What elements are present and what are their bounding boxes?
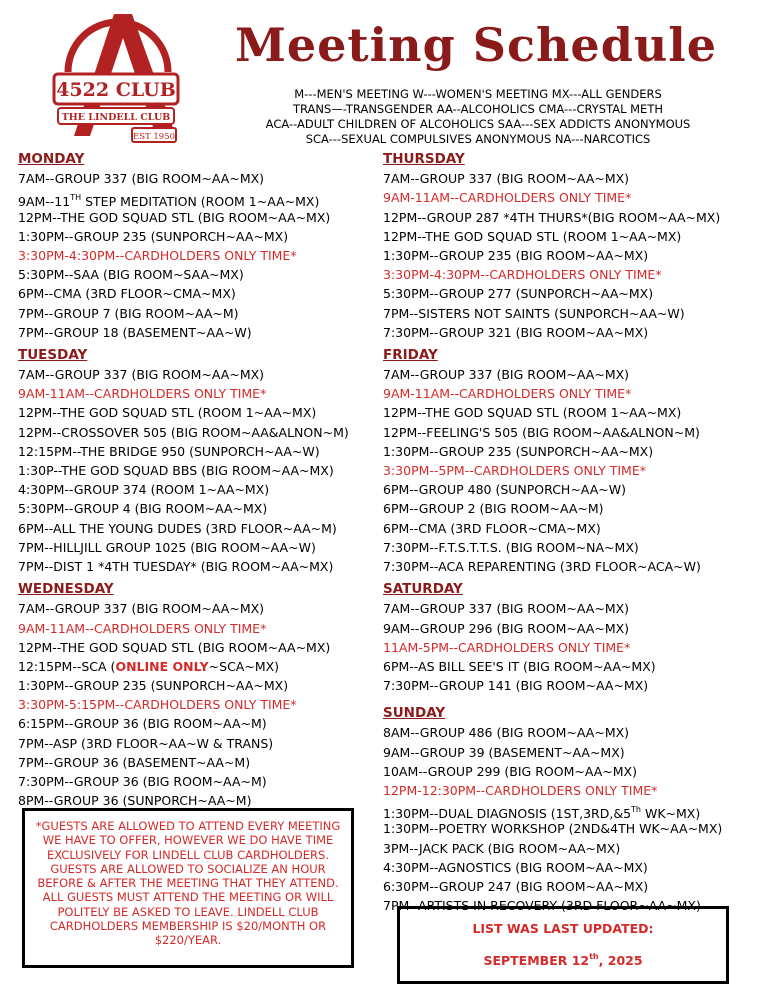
- meeting-item: 6PM--CMA (3RD FLOOR~CMA~MX): [18, 286, 236, 302]
- meeting-item: 4:30PM--AGNOSTICS (BIG ROOM~AA~MX): [383, 859, 648, 875]
- last-updated-box: [397, 906, 729, 984]
- day-heading-tuesday: TUESDAY: [18, 346, 88, 363]
- meeting-item: 7:30PM--GROUP 141 (BIG ROOM~AA~MX): [383, 678, 649, 694]
- meeting-item: 6:15PM--GROUP 36 (BIG ROOM~AA~M): [18, 716, 267, 732]
- meeting-item: 12PM--FEELING'S 505 (BIG ROOM~AA&ALNON~M): [383, 424, 700, 440]
- meeting-item: 1:30PM--POETRY WORKSHOP (2ND&4TH WK~AA~MX): [383, 821, 723, 837]
- meeting-item: 7AM--GROUP 337 (BIG ROOM~AA~MX): [383, 601, 630, 617]
- day-heading-sunday: SUNDAY: [383, 705, 446, 722]
- meeting-item: 3PM--JACK PACK (BIG ROOM~AA~MX): [383, 840, 621, 856]
- legend-line: ACA--ADULT CHILDREN OF ALCOHOLICS SAA---SEX ADDICTS ANONYMOUS: [265, 117, 691, 131]
- meeting-item: 7AM--GROUP 337 (BIG ROOM~AA~MX): [383, 367, 630, 383]
- cardholders-only-item: 12PM-12:30PM--CARDHOLDERS ONLY TIME*: [383, 783, 658, 798]
- day-heading-saturday: SATURDAY: [383, 581, 463, 598]
- legend-line: SCA---SEXUAL COMPULSIVES ANONYMOUS NA---NARCOTICS: [305, 132, 651, 146]
- meeting-item: 7PM--HILLJILL GROUP 1025 (BIG ROOM~AA~W): [18, 539, 316, 555]
- club-logo: [44, 8, 184, 148]
- meeting-item: 7PM--GROUP 18 (BASEMENT~AA~W): [18, 324, 252, 340]
- meeting-item: 7:30PM--F.T.S.T.T.S. (BIG ROOM~NA~MX): [383, 539, 639, 555]
- meeting-item: 7AM--GROUP 337 (BIG ROOM~AA~MX): [18, 367, 265, 383]
- meeting-item: 12PM--GROUP 287 *4TH THURS*(BIG ROOM~AA~MX): [383, 209, 721, 225]
- meeting-item: 7AM--GROUP 337 (BIG ROOM~AA~MX): [18, 601, 265, 617]
- meeting-item: 12PM--THE GOD SQUAD STL (BIG ROOM~AA~MX): [18, 639, 331, 655]
- meeting-item: 7PM--GROUP 7 (BIG ROOM~AA~M): [18, 305, 239, 321]
- meeting-item: 12PM--THE GOD SQUAD STL (ROOM 1~AA~MX): [18, 405, 317, 421]
- cardholders-only-item: 3:30PM-4:30PM--CARDHOLDERS ONLY TIME*: [383, 267, 662, 283]
- cardholders-only-item: 9AM-11AM--CARDHOLDERS ONLY TIME*: [383, 190, 632, 206]
- last-updated-date: SEPTEMBER 12th, 2025: [483, 952, 643, 968]
- cardholders-only-item: 3:30PM-5:15PM--CARDHOLDERS ONLY TIME*: [18, 697, 297, 713]
- meeting-item: 4:30PM--GROUP 374 (ROOM 1~AA~MX): [18, 482, 270, 498]
- schedule-left-column: [18, 150, 390, 810]
- meeting-item: 1:30PM--DUAL DIAGNOSIS (1ST,3RD,&5Th WK~MX): [383, 805, 701, 822]
- cardholders-only-item: 9AM-11AM--CARDHOLDERS ONLY TIME*: [18, 620, 267, 636]
- legend-line: TRANS—-TRANSGENDER AA--ALCOHOLICS CMA---CRYSTAL METH: [292, 102, 663, 116]
- ordinal-suffix: TH: [70, 193, 82, 203]
- meeting-item: 1:30P--THE GOD SQUAD BBS (BIG ROOM~AA~MX): [18, 463, 334, 478]
- cardholders-only-item: 3:30PM-4:30PM--CARDHOLDERS ONLY TIME*: [18, 247, 297, 263]
- meeting-item: 9AM--11TH STEP MEDITATION (ROOM 1~AA~MX): [18, 193, 320, 210]
- legend-line: M---MEN'S MEETING W---WOMEN'S MEETING MX---ALL GENDERS: [294, 87, 662, 101]
- meeting-item: 7AM--GROUP 337 (BIG ROOM~AA~MX): [18, 171, 265, 187]
- meeting-item: 12PM--THE GOD SQUAD STL (ROOM 1~AA~MX): [383, 228, 682, 244]
- meeting-item: 9AM--GROUP 296 (BIG ROOM~AA~MX): [383, 620, 630, 636]
- online-only-label: ONLINE ONLY: [115, 658, 209, 674]
- meeting-item: 9AM--GROUP 39 (BASEMENT~AA~MX): [383, 744, 625, 760]
- ordinal-suffix: Th: [631, 805, 642, 815]
- cardholders-only-item: 9AM-11AM--CARDHOLDERS ONLY TIME*: [18, 386, 267, 402]
- day-heading-friday: FRIDAY: [383, 346, 438, 363]
- cardholders-only-item: 11AM-5PM--CARDHOLDERS ONLY TIME*: [383, 639, 631, 655]
- meeting-item: 6PM--GROUP 480 (SUNPORCH~AA~W): [383, 482, 626, 498]
- meeting-item: 7AM--GROUP 337 (BIG ROOM~AA~MX): [383, 171, 630, 187]
- meeting-item: 8PM--GROUP 36 (SUNPORCH~AA~M): [18, 793, 252, 809]
- cardholders-only-item: 9AM-11AM--CARDHOLDERS ONLY TIME*: [383, 386, 632, 402]
- schedule-right-column: [383, 150, 755, 915]
- meeting-item: 6PM--AS BILL SEE'S IT (BIG ROOM~AA~MX): [383, 658, 656, 674]
- meeting-item: 7PM--SISTERS NOT SAINTS (SUNPORCH~AA~W): [383, 305, 685, 321]
- day-heading-monday: MONDAY: [18, 151, 85, 167]
- meeting-item: 12PM--CROSSOVER 505 (BIG ROOM~AA&ALNON~M): [18, 424, 349, 440]
- meeting-item: 1:30PM--GROUP 235 (SUNPORCH~AA~MX): [18, 678, 289, 694]
- meeting-item: 7:30PM--ACA REPARENTING (3RD FLOOR~ACA~W): [383, 558, 701, 574]
- meeting-item: 7PM--ARTISTS IN RECOVERY (3RD FLOOR~AA~MX): [383, 898, 701, 914]
- meeting-item: 7:30PM--GROUP 321 (BIG ROOM~AA~MX): [383, 324, 649, 340]
- meeting-item: 1:30PM--GROUP 235 (BIG ROOM~AA~MX): [383, 247, 649, 263]
- meeting-item: 6PM--CMA (3RD FLOOR~CMA~MX): [383, 520, 601, 536]
- last-updated-label: LIST WAS LAST UPDATED:: [472, 921, 654, 936]
- ordinal-suffix: th: [589, 952, 599, 961]
- meeting-item: 6PM--GROUP 2 (BIG ROOM~AA~M): [383, 501, 604, 517]
- abbreviation-legend: [200, 87, 756, 147]
- meeting-item: 12:15PM--SCA (ONLINE ONLY~SCA~MX): [18, 658, 280, 674]
- meeting-item: 1:30PM--GROUP 235 (SUNPORCH~AA~MX): [18, 228, 289, 244]
- meeting-item: 12PM--THE GOD SQUAD STL (ROOM 1~AA~MX): [383, 405, 682, 421]
- meeting-item: 7PM--GROUP 36 (BASEMENT~AA~M): [18, 754, 251, 770]
- meeting-item: 1:30PM--GROUP 235 (SUNPORCH~AA~MX): [383, 443, 654, 459]
- meeting-item: 12PM--THE GOD SQUAD STL (BIG ROOM~AA~MX): [18, 209, 331, 225]
- meeting-item: 5:30PM--GROUP 277 (SUNPORCH~AA~MX): [383, 286, 654, 302]
- guest-policy-note: *GUESTS ARE ALLOWED TO ATTEND EVERY MEETING WE HAVE TO OFFER, HOWEVER WE DO HAVE TIME EXCLUSIVELY FOR LINDELL CLUB CARDHOLDERS. GUESTS ARE ALLOWED TO SOCIALIZE AN HOUR BEFORE & AFTER THE MEETING THAT THEY ATTEND. ALL GUESTS MUST ATTEND THE MEETING OR WILL POLITELY BE ASKED TO LEAVE. LINDELL CLUB CARDHOLDERS MEMBERSHIP IS $20/MONTH OR $220/YEAR.: [22, 808, 354, 968]
- meeting-item: 7:30PM--GROUP 36 (BIG ROOM~AA~M): [18, 774, 267, 789]
- logo-sub-text: THE LINDELL CLUB: [61, 112, 171, 123]
- meeting-item: 7PM--ASP (3RD FLOOR~AA~W & TRANS): [18, 735, 274, 751]
- logo-main-text: 4522 CLUB: [56, 79, 176, 101]
- cardholders-only-item: 3:30PM--5PM--CARDHOLDERS ONLY TIME*: [383, 463, 646, 478]
- meeting-item: 6PM--ALL THE YOUNG DUDES (3RD FLOOR~AA~M): [18, 520, 337, 536]
- page-title: Meeting Schedule: [234, 18, 718, 72]
- meeting-item: 10AM--GROUP 299 (BIG ROOM~AA~MX): [383, 763, 637, 779]
- meeting-item: 12:15PM--THE BRIDGE 950 (SUNPORCH~AA~W): [18, 443, 320, 459]
- meeting-item: 8AM--GROUP 486 (BIG ROOM~AA~MX): [383, 725, 630, 741]
- meeting-item: 7PM--DIST 1 *4TH TUESDAY* (BIG ROOM~AA~MX): [18, 558, 334, 574]
- meeting-item: 5:30PM--SAA (BIG ROOM~SAA~MX): [18, 267, 244, 283]
- day-heading-wednesday: WEDNESDAY: [18, 581, 114, 598]
- day-heading-thursday: THURSDAY: [383, 151, 465, 167]
- logo-est-text: EST 1950: [132, 132, 176, 142]
- meeting-item: 6:30PM--GROUP 247 (BIG ROOM~AA~MX): [383, 878, 649, 894]
- meeting-item: 5:30PM--GROUP 4 (BIG ROOM~AA~MX): [18, 501, 268, 517]
